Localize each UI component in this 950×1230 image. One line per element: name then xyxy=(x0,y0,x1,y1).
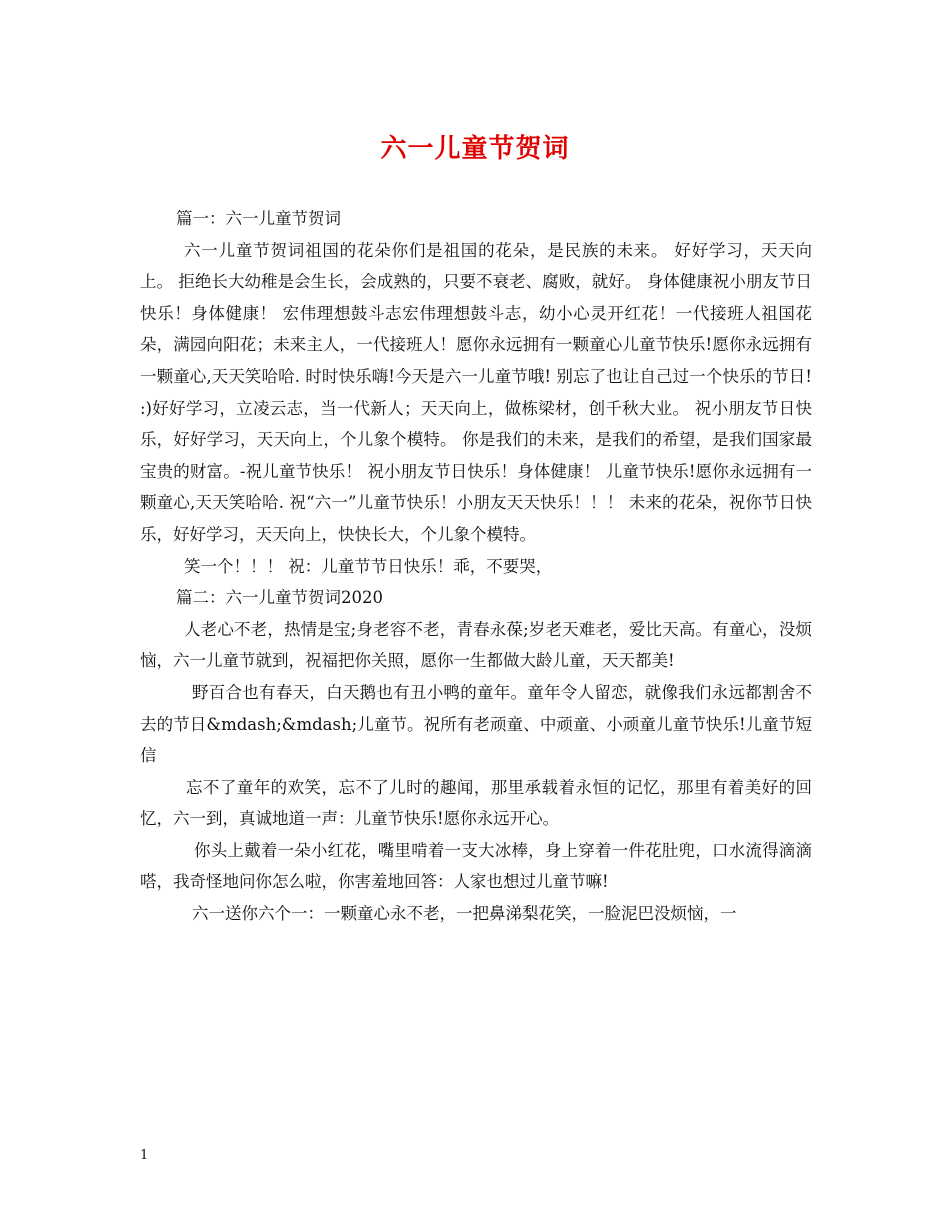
section-heading-2: 篇二：六一儿童节贺词2020 xyxy=(176,588,383,608)
paragraph: 人老心不老，热情是宝;身老容不老，青春永葆;岁老天难老，爱比天高。有童心，没烦恼，六一儿童节就到，祝福把你关照，愿你一生都做大龄儿童，天天都美! xyxy=(140,619,812,671)
paragraph: 你头上戴着一朵小红花，嘴里啃着一支大冰棒，身上穿着一件花肚兜，口水流得滴滴嗒，我奇怪地问你怎么啦，你害羞地回答：人家也想过儿童节嘛! xyxy=(140,840,812,892)
section-heading-1: 篇一：六一儿童节贺词 xyxy=(176,209,341,228)
document-title: 六一儿童节贺词 xyxy=(380,134,570,164)
page-number: 1 xyxy=(140,1148,149,1163)
document-body xyxy=(140,203,812,930)
paragraph: 野百合也有春天，白天鹅也有丑小鸭的童年。童年令人留恋，就像我们永远都割舍不去的节日&mdash;&mdash;儿童节。祝所有老顽童、中顽童、小顽童儿童节快乐!儿童节短信 xyxy=(140,682,812,766)
paragraph: 六一儿童节贺词祖国的花朵你们是祖国的花朵，是民族的未来。 好好学习，天天向上。 拒绝长大幼稚是会生长，会成熟的，只要不衰老、腐败，就好。 身体健康祝小朋友节日快乐！身体健康！ 宏伟理想鼓斗志宏伟理想鼓斗志，幼小心灵开红花！一代接班人祖国花朵，满园向阳花；未来主人，一代接班人！愿你永远拥有一颗童心儿童节快乐!愿你永远拥有一颗童心,天天笑哈哈. 时时快乐嗨!今天是六一儿童节哦! 别忘了也让自己过一个快乐的节日! :)好好学习，立凌云志，当一代新人；天天向上，做栋梁材，创千秋大业。 祝小朋友节日快乐，好好学习，天天向上，个儿象个模特。 你是我们的未来，是我们的希望，是我们国家最宝贵的财富。-祝儿童节快乐！ 祝小朋友节日快乐！身体健康！ 儿童节快乐!愿你永远拥有一颗童心,天天笑哈哈. 祝“六一”儿童节快乐！小朋友天天快乐！！！ 未来的花朵，祝你节日快乐，好好学习，天天向上，快快长大，个儿象个模特。 xyxy=(140,240,812,544)
paragraph: 六一送你六个一：一颗童心永不老，一把鼻涕梨花笑，一脸泥巴没烦恼，一 xyxy=(192,904,737,924)
paragraph: 忘不了童年的欢笑，忘不了儿时的趣闻，那里承载着永恒的记忆，那里有着美好的回忆，六一到，真诚地道一声：儿童节快乐!愿你永远开心。 xyxy=(140,777,812,829)
paragraph: 笑一个！！！ 祝：儿童节节日快乐！乖，不要哭， xyxy=(184,556,553,576)
